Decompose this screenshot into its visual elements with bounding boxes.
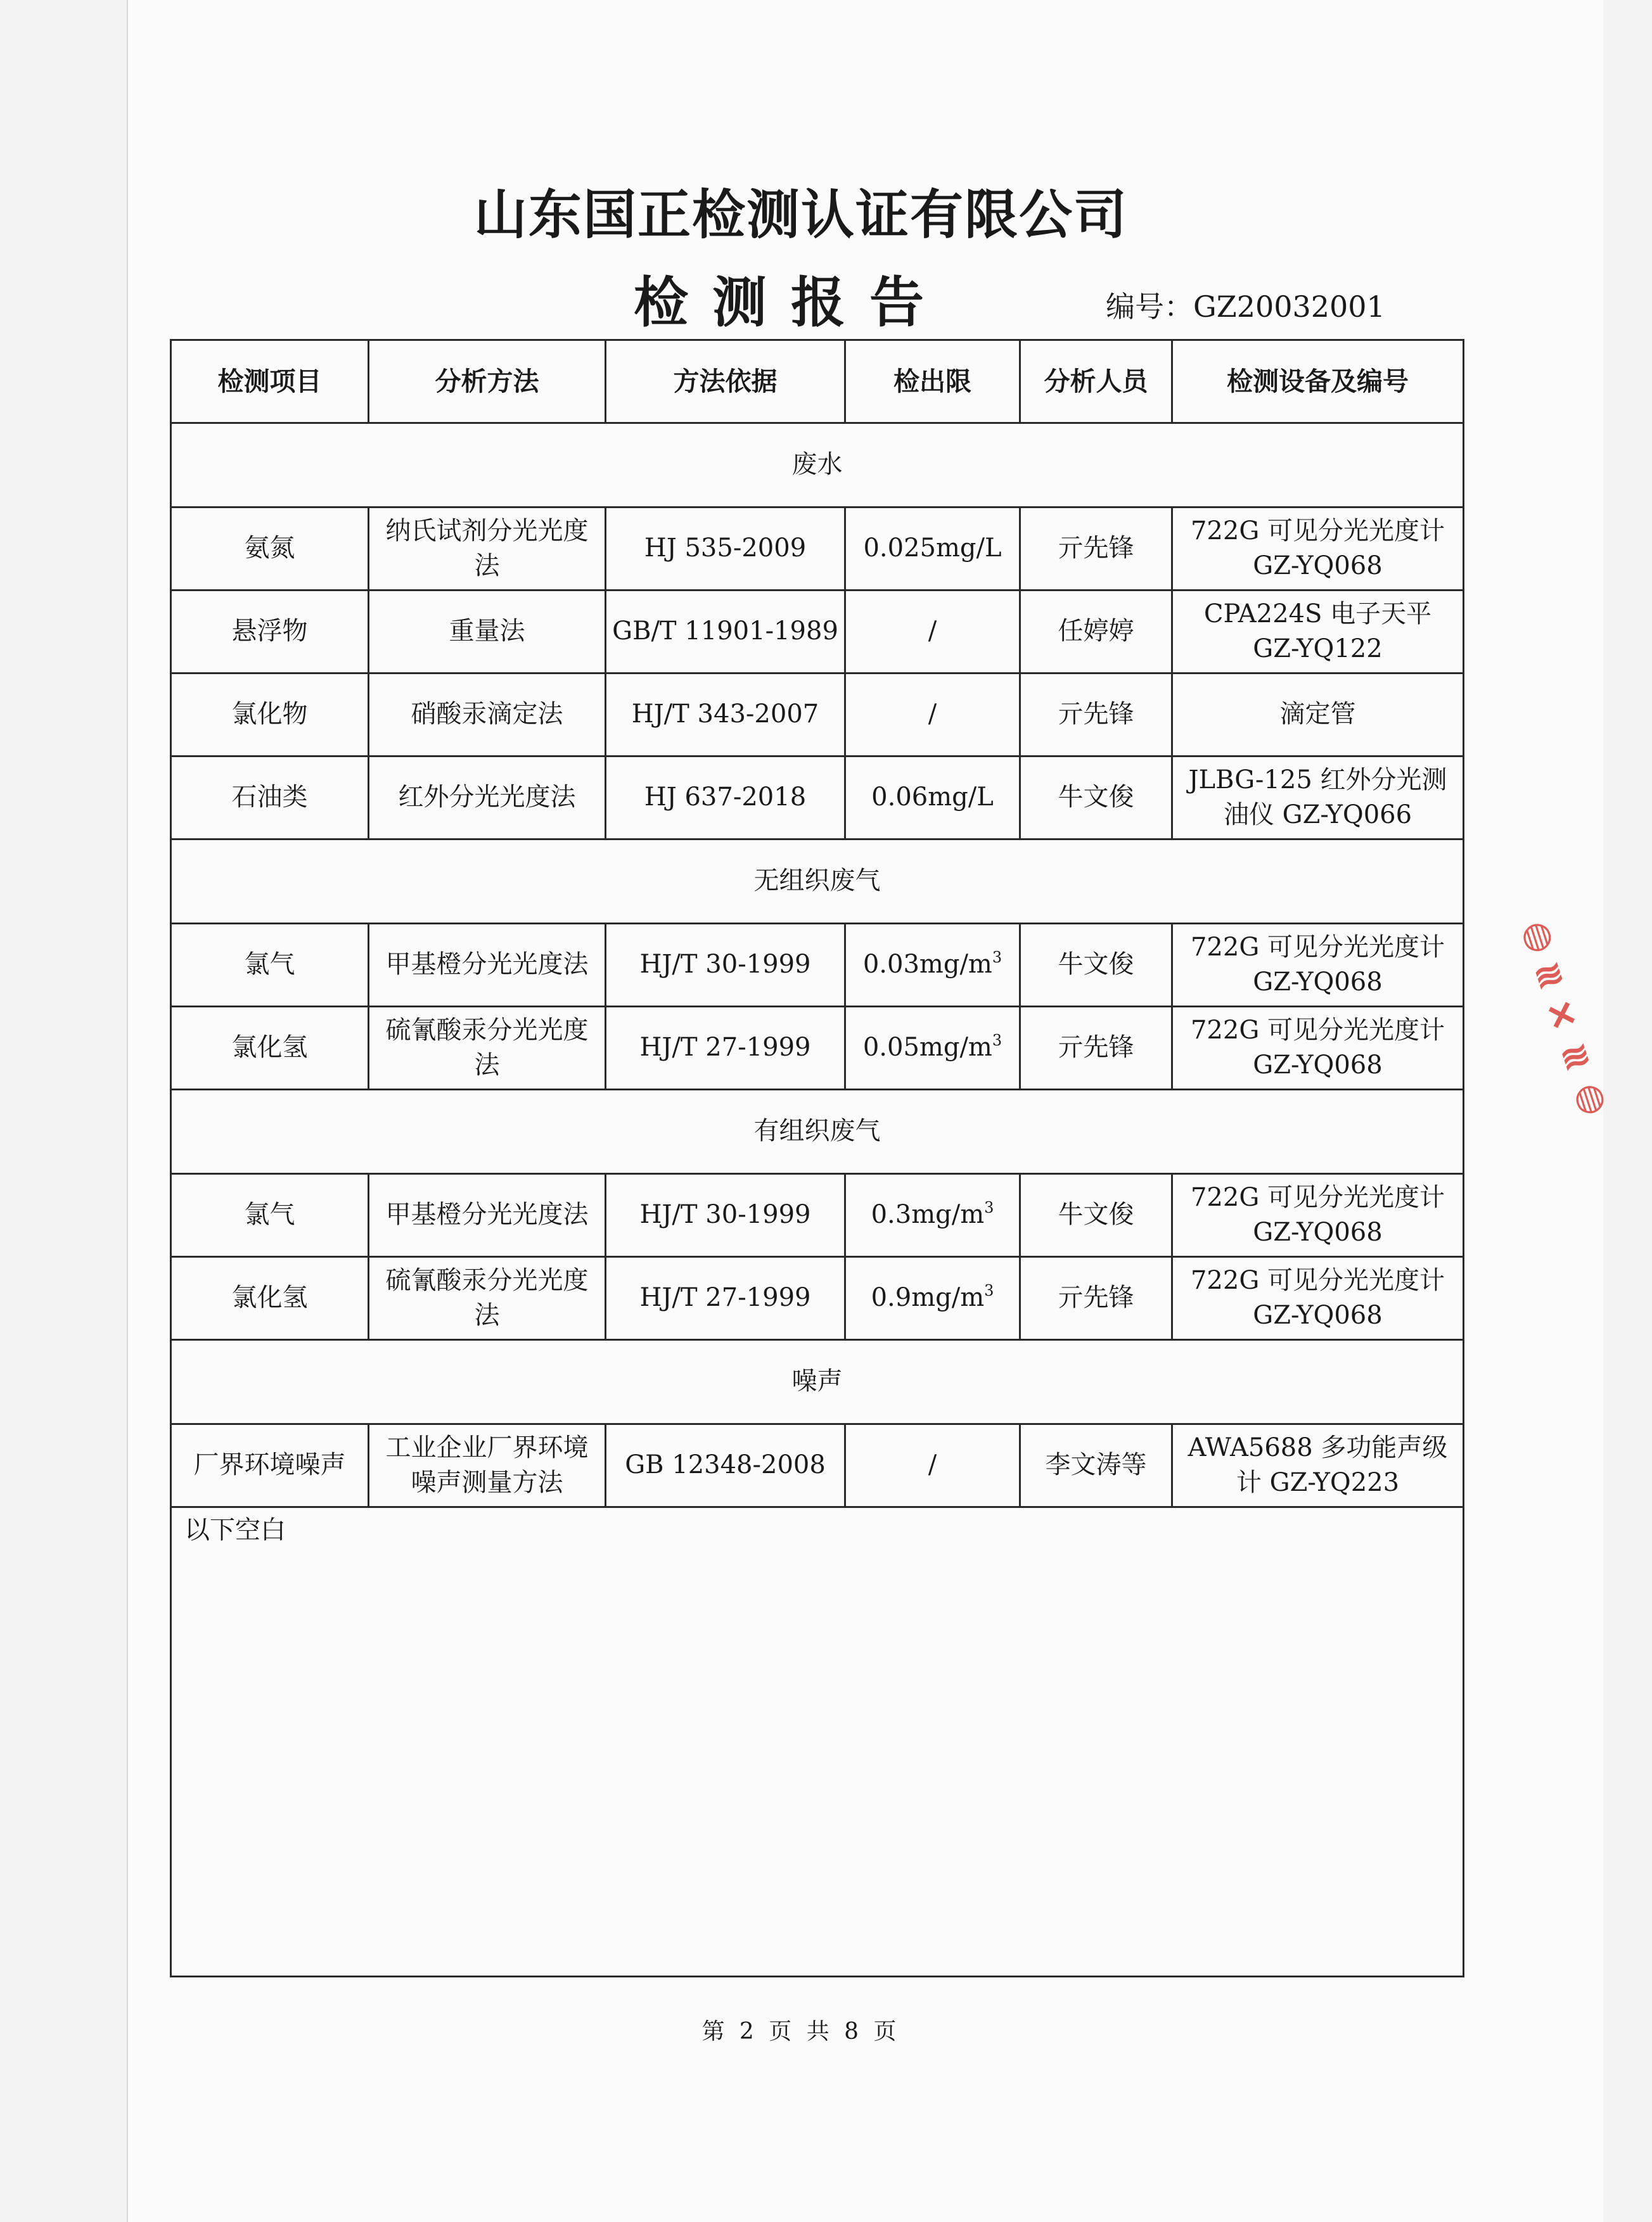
section-title: 无组织废气	[171, 840, 1464, 924]
equipment-cell: 722G 可见分光光度计 GZ-YQ068	[1172, 1007, 1464, 1090]
analyst-cell: 李文涛等	[1020, 1424, 1172, 1507]
red-seal-stamp: ◍ ≋ ✕ ≋ ◍	[1515, 910, 1611, 1122]
limit-unit-exponent: 3	[984, 1199, 994, 1217]
test-item-cell: 厂界环境噪声	[171, 1424, 369, 1507]
test-item-cell: 石油类	[171, 757, 369, 840]
company-name: 山东国正检测认证有限公司	[473, 183, 1128, 246]
method-basis-cell: HJ/T 30-1999	[606, 1174, 845, 1257]
equipment-cell: JLBG-125 红外分光测油仪 GZ-YQ066	[1172, 757, 1464, 840]
section-row	[171, 1090, 1464, 1174]
equipment-cell: 722G 可见分光光度计 GZ-YQ068	[1172, 1257, 1464, 1340]
method-basis-cell: HJ/T 30-1999	[606, 924, 845, 1007]
section-row	[171, 840, 1464, 924]
detection-limit-cell	[845, 1174, 1020, 1257]
blank-below-note: 以下空白	[171, 1507, 1464, 1977]
detection-limit-cell: /	[845, 1424, 1020, 1507]
equipment-cell: 722G 可见分光光度计 GZ-YQ068	[1172, 508, 1464, 591]
table-row	[171, 1257, 1464, 1340]
analysis-method-cell: 工业企业厂界环境噪声测量方法	[369, 1424, 606, 1507]
method-basis-cell: HJ/T 27-1999	[606, 1007, 845, 1090]
analysis-method-cell: 纳氏试剂分光光度法	[369, 508, 606, 591]
detection-limit-cell: 0.06mg/L	[845, 757, 1020, 840]
limit-value: 0.3mg/m	[871, 1200, 985, 1230]
limit-unit-exponent: 3	[984, 1282, 994, 1300]
test-item-cell: 氯化氢	[171, 1007, 369, 1090]
detection-limit-cell	[845, 924, 1020, 1007]
section-title: 噪声	[171, 1340, 1464, 1424]
section-title: 有组织废气	[171, 1090, 1464, 1174]
column-header: 检测设备及编号	[1172, 340, 1464, 423]
method-basis-cell: HJ 535-2009	[606, 508, 845, 591]
equipment-cell: CPA224S 电子天平 GZ-YQ122	[1172, 591, 1464, 674]
detection-limit-cell	[845, 1257, 1020, 1340]
analysis-method-cell: 硝酸汞滴定法	[369, 674, 606, 757]
table-row	[171, 508, 1464, 591]
analyst-cell: 亓先锋	[1020, 674, 1172, 757]
column-header: 分析方法	[369, 340, 606, 423]
analyst-cell: 亓先锋	[1020, 508, 1172, 591]
analysis-method-cell: 甲基橙分光光度法	[369, 1174, 606, 1257]
detection-limit-cell	[845, 1007, 1020, 1090]
table-row	[171, 1007, 1464, 1090]
limit-unit-exponent: 3	[992, 1031, 1002, 1050]
test-item-cell: 氯气	[171, 924, 369, 1007]
detection-limit-cell: 0.025mg/L	[845, 508, 1020, 591]
analyst-cell: 亓先锋	[1020, 1007, 1172, 1090]
section-title: 废水	[171, 423, 1464, 508]
equipment-cell: 滴定管	[1172, 674, 1464, 757]
limit-unit-exponent: 3	[992, 948, 1002, 967]
analyst-cell: 亓先锋	[1020, 1257, 1172, 1340]
table-row	[171, 924, 1464, 1007]
method-basis-cell: GB/T 11901-1989	[606, 591, 845, 674]
analyst-cell: 牛文俊	[1020, 757, 1172, 840]
limit-value: 0.05mg/m	[862, 1033, 992, 1063]
limit-value: 0.03mg/m	[862, 950, 992, 980]
analyst-cell: 牛文俊	[1020, 924, 1172, 1007]
test-item-cell: 氨氮	[171, 508, 369, 591]
method-basis-cell: HJ/T 27-1999	[606, 1257, 845, 1340]
analysis-method-cell: 红外分光光度法	[369, 757, 606, 840]
column-header: 检出限	[845, 340, 1020, 423]
analyst-cell: 牛文俊	[1020, 1174, 1172, 1257]
analyst-cell: 任婷婷	[1020, 591, 1172, 674]
test-item-cell: 氯化物	[171, 674, 369, 757]
limit-value: 0.9mg/m	[871, 1283, 985, 1313]
detection-limit-cell: /	[845, 591, 1020, 674]
equipment-cell: AWA5688 多功能声级计 GZ-YQ223	[1172, 1424, 1464, 1507]
test-item-cell: 氯化氢	[171, 1257, 369, 1340]
analysis-method-cell: 硫氰酸汞分光光度法	[369, 1007, 606, 1090]
test-item-cell: 氯气	[171, 1174, 369, 1257]
table-header-row	[171, 340, 1464, 423]
table-body	[171, 423, 1464, 1977]
report-number: 编号：GZ20032001	[1106, 290, 1385, 324]
table-row	[171, 757, 1464, 840]
column-header: 方法依据	[606, 340, 845, 423]
method-basis-cell: GB 12348-2008	[606, 1424, 845, 1507]
method-basis-cell: HJ/T 343-2007	[606, 674, 845, 757]
report-title: 检测报告	[634, 271, 948, 335]
detection-limit-cell: /	[845, 674, 1020, 757]
column-header: 分析人员	[1020, 340, 1172, 423]
table-row	[171, 1174, 1464, 1257]
notes-row	[171, 1507, 1464, 1977]
table-row	[171, 591, 1464, 674]
column-header: 检测项目	[171, 340, 369, 423]
test-method-table	[170, 339, 1464, 1977]
equipment-cell: 722G 可见分光光度计 GZ-YQ068	[1172, 924, 1464, 1007]
section-row	[171, 1340, 1464, 1424]
test-item-cell: 悬浮物	[171, 591, 369, 674]
method-basis-cell: HJ 637-2018	[606, 757, 845, 840]
equipment-cell: 722G 可见分光光度计 GZ-YQ068	[1172, 1174, 1464, 1257]
section-row	[171, 423, 1464, 508]
analysis-method-cell: 重量法	[369, 591, 606, 674]
table-row	[171, 674, 1464, 757]
table-row	[171, 1424, 1464, 1507]
page-indicator: 第 2 页 共 8 页	[701, 2019, 900, 2045]
analysis-method-cell: 甲基橙分光光度法	[369, 924, 606, 1007]
analysis-method-cell: 硫氰酸汞分光光度法	[369, 1257, 606, 1340]
